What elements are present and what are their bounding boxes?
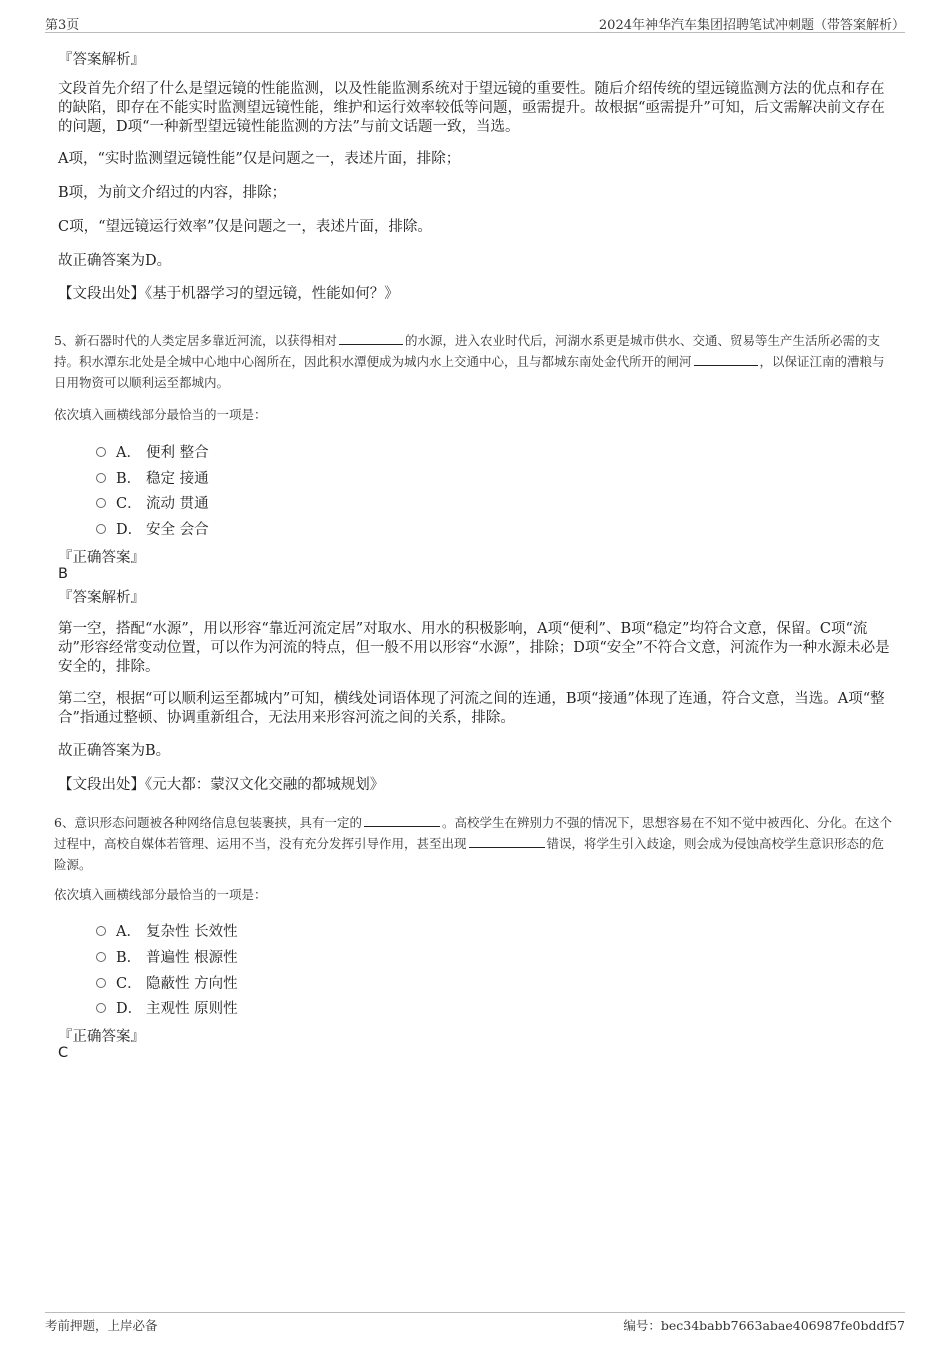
- q5-stem-part1: 5、新石器时代的人类定居多靠近河流，以获得相对: [54, 333, 337, 348]
- q5-stem: [54, 330, 892, 393]
- q4-analysis-label: 『答案解析』: [58, 52, 145, 68]
- radio-icon[interactable]: [96, 1003, 106, 1013]
- q6-blank-2: [469, 835, 545, 848]
- radio-icon[interactable]: [96, 473, 106, 483]
- q5-stem-part3: ，以保证江南的漕粮与日用物资可以顺利运至都城内。: [54, 354, 885, 390]
- q6-stem-part1: 6、意识形态问题被各种网络信息包装裹挟，具有一定的: [54, 815, 362, 830]
- q6-option-d[interactable]: D． 主观性 原则性: [96, 997, 238, 1018]
- q4-option-c-note: C项，“望远镜运行效率”仅是问题之一，表述片面，排除。: [58, 219, 432, 235]
- q6-stem-part2: 。高校学生在辨别力不强的情况下，思想容易在不知不觉中被西化、分化。在这个过程中，高校自媒体若管理、运用不当，没有充分发挥引导作用，甚至出现: [54, 815, 892, 851]
- page-number: 第3页: [45, 18, 80, 33]
- q4-analysis-para: 文段首先介绍了什么是望远镜的性能监测，以及性能监测系统对于望远镜的重要性。随后介绍传统的望远镜监测方法的优点和存在的缺陷，即存在不能实时监测望远镜性能，维护和运行效率较低等问题，亟需提升。故根据“亟需提升”可知，后文需解决前文存在的问题，D项“一种新型望远镜性能监测的方法”与前文话题一致，当选。: [58, 81, 885, 135]
- q6-correct-answer: C: [58, 1045, 69, 1061]
- q6-blank-1: [364, 814, 440, 827]
- q5-correct-label: 『正确答案』: [58, 550, 145, 566]
- footer-serial: 编号：bec34babb7663abae406987fe0bddf57: [623, 1318, 905, 1333]
- radio-icon[interactable]: [96, 524, 106, 534]
- q5-instruction: 依次填入画横线部分最恰当的一项是：: [54, 407, 267, 422]
- q5-option-b[interactable]: B． 稳定 接通: [96, 467, 209, 488]
- q6-stem: [54, 812, 892, 875]
- radio-icon[interactable]: [96, 447, 106, 457]
- q6-option-a[interactable]: A． 复杂性 长效性: [96, 920, 238, 941]
- q5-analysis-label: 『答案解析』: [58, 590, 145, 606]
- q5-blank-1: [339, 332, 403, 345]
- radio-icon[interactable]: [96, 952, 106, 962]
- q5-conclusion: 故正确答案为B。: [58, 743, 171, 759]
- page-footer: [45, 1312, 905, 1337]
- q5-option-d[interactable]: D． 安全 会合: [96, 518, 209, 539]
- radio-icon[interactable]: [96, 978, 106, 988]
- q6-stem-part3: 错误，将学生引入歧途，则会成为侵蚀高校学生意识形态的危险源。: [54, 836, 885, 872]
- q5-source: 【文段出处】《元大都：蒙汉文化交融的都城规划》: [58, 777, 385, 793]
- q5-option-a[interactable]: A． 便利 整合: [96, 441, 209, 462]
- radio-icon[interactable]: [96, 498, 106, 508]
- q4-option-b-note: B项，为前文介绍过的内容，排除；: [58, 185, 287, 201]
- q5-analysis-para1: 第一空，搭配“水源”，用以形容“靠近河流定居”对取水、用水的积极影响，A项“便利”、B项“稳定”均符合文意，保留。C项“流动”形容经常变动位置，可以作为河流的特点，但一般不用以形容“水源”，排除；D项“安全”不符合文意，河流作为一种水源未必是安全的，排除。: [58, 621, 890, 675]
- q6-option-c[interactable]: C． 隐蔽性 方向性: [96, 972, 238, 993]
- q5-blank-2: [694, 353, 758, 366]
- q4-option-a-note: A项，“实时监测望远镜性能”仅是问题之一，表述片面，排除；: [58, 151, 461, 167]
- q6-correct-label: 『正确答案』: [58, 1029, 145, 1045]
- q5-stem-part2: 的水源，进入农业时代后，河湖水系更是城市供水、交通、贸易等生产生活所必需的支持。积水潭东北处是全城中心地中心阁所在，因此积水潭便成为城内水上交通中心，且与都城东南处金代所开的闸河: [54, 333, 880, 369]
- q5-analysis-para2: 第二空，根据“可以顺利运至都城内”可知，横线处词语体现了河流之间的连通，B项“接通”体现了连通，符合文意，当选。A项“整合”指通过整顿、协调重新组合，无法用来形容河流之间的关系，排除。: [58, 691, 885, 726]
- footer-slogan: 考前押题，上岸必备: [45, 1318, 158, 1333]
- radio-icon[interactable]: [96, 926, 106, 936]
- page-header: [45, 12, 905, 33]
- q4-source: 【文段出处】《基于机器学习的望远镜，性能如何？》: [58, 286, 399, 302]
- q4-conclusion: 故正确答案为D。: [58, 253, 172, 269]
- q6-option-b[interactable]: B． 普遍性 根源性: [96, 946, 238, 967]
- document-title: 2024年神华汽车集团招聘笔试冲刺题（带答案解析）: [598, 18, 905, 33]
- q6-instruction: 依次填入画横线部分最恰当的一项是：: [54, 887, 267, 902]
- q5-option-c[interactable]: C． 流动 贯通: [96, 492, 209, 513]
- q5-correct-answer: B: [58, 566, 68, 582]
